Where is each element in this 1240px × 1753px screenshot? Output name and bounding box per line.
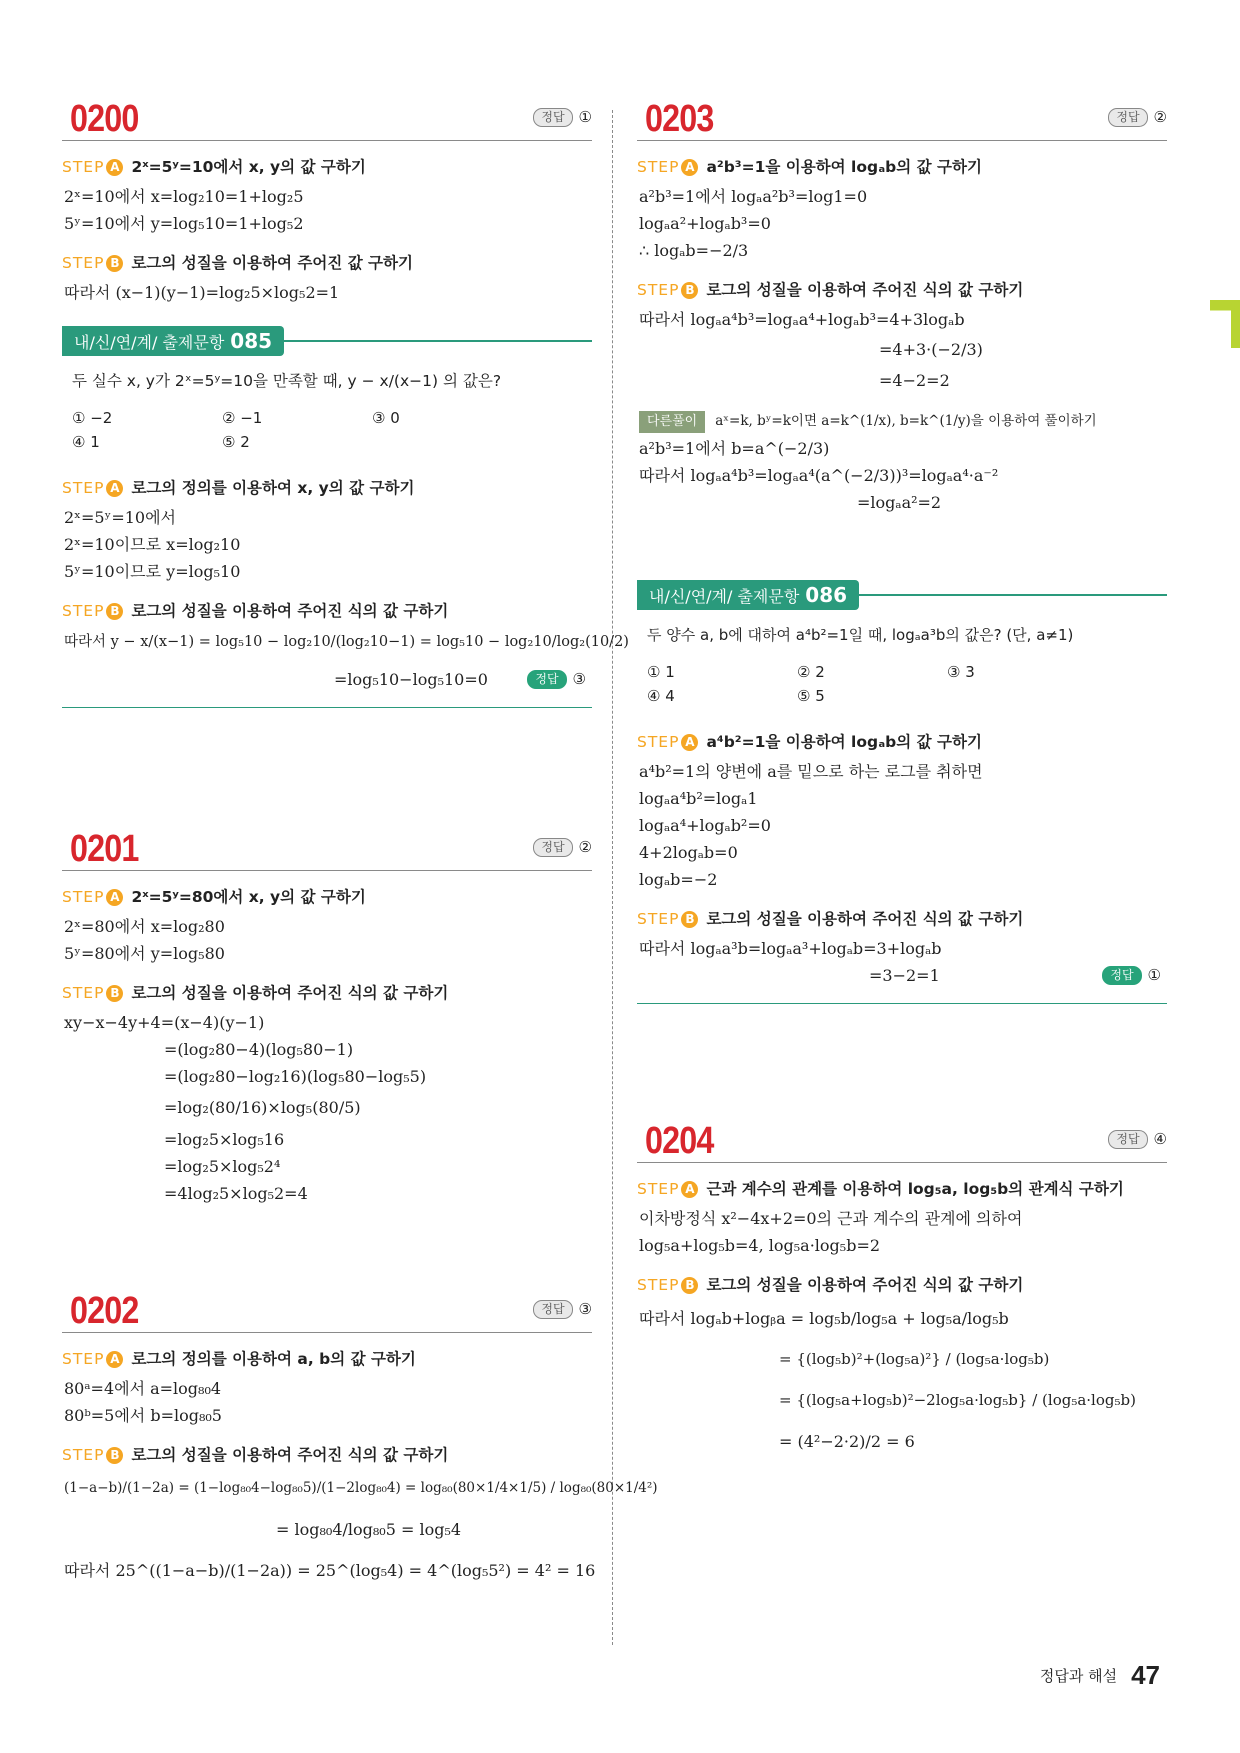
problem-header: 0204 정답 ④	[637, 1120, 1167, 1163]
problem-0203	[637, 98, 1167, 1004]
solution-line: =(log₂80−log₂16)(log₅80−log₅5)	[164, 1067, 427, 1086]
choices	[647, 660, 1167, 708]
related-problem-banner: 내/신/연/계/ 출제문항 086	[637, 580, 1167, 614]
solution-line: =3−2=1 정답 ①	[869, 966, 1161, 985]
solution-line: =log₂5×log₅16	[164, 1130, 285, 1149]
step-a: STEP A a⁴b²=1을 이용하여 logₐb의 값 구하기	[637, 733, 982, 751]
step-a: STEP A 로그의 정의를 이용하여 a, b의 값 구하기	[62, 1350, 416, 1368]
solution-line: 2ˣ=80에서 x=log₂80	[64, 917, 225, 936]
solution-line: 따라서 25^((1−a−b)/(1−2a)) = 25^(log₅4) = 4^(log₅5²) = 4² = 16	[64, 1561, 596, 1580]
problem-number: 0203	[645, 98, 714, 140]
solution-line: =log₅10−log₅10=0 정답 ③	[334, 670, 586, 689]
answer-value: ①	[578, 108, 592, 126]
choice: ③ 3	[947, 663, 975, 681]
problem-header	[62, 98, 592, 141]
step-a: STEP A 2ˣ=5ʸ=10에서 x, y의 값 구하기	[62, 158, 366, 176]
problem-header: 0203 정답 ②	[637, 98, 1167, 141]
choice: ③ 0	[372, 409, 400, 427]
answer-value: ②	[1153, 108, 1167, 126]
solution-line: 80ᵇ=5에서 b=log₈₀5	[64, 1406, 222, 1425]
solution-line: =log₂5×log₅2⁴	[164, 1157, 281, 1176]
step-a-title: 2ˣ=5ʸ=10에서 x, y의 값 구하기	[131, 158, 366, 176]
solution-line: xy−x−4y+4=(x−4)(y−1)	[64, 1013, 265, 1032]
choice: ① −2	[72, 409, 113, 427]
choice: ⑤ 5	[797, 687, 825, 705]
solution-line: 80ᵃ=4에서 a=log₈₀4	[64, 1379, 222, 1398]
solution-line: ∴ logₐb=−2/3	[639, 241, 749, 260]
step-b-badge: B	[106, 255, 123, 272]
question-text: 두 양수 a, b에 대하여 a⁴b²=1일 때, logₐa³b의 값은? (단, a≠1)	[647, 626, 1074, 644]
solution-line: a⁴b²=1의 양변에 a를 밑으로 하는 로그를 취하면	[639, 762, 983, 781]
solution-line: logₐb=−2	[639, 870, 718, 889]
step-a-badge: A	[106, 159, 123, 176]
step-a: STEP A 로그의 정의를 이용하여 x, y의 값 구하기	[62, 479, 415, 497]
step-b: STEP B 로그의 성질을 이용하여 주어진 식의 값 구하기	[62, 1446, 449, 1464]
page-footer	[1040, 1660, 1160, 1691]
problem-0202	[62, 1290, 658, 1584]
footer-label: 정답과 해설	[1039, 1667, 1118, 1685]
step-a-title: 로그의 정의를 이용하여 x, y의 값 구하기	[131, 479, 415, 497]
banner-number: 085	[230, 329, 273, 353]
solution-line: =log₂(80/16)×log₅(80/5)	[164, 1098, 361, 1117]
choice: ④ 1	[72, 433, 100, 451]
answer	[533, 108, 592, 127]
problem-header: 0201 정답 ②	[62, 828, 592, 871]
solution-line: = {(log₅b)²+(log₅a)²} / (log₅a·log₅b)	[779, 1350, 1050, 1368]
choice: ② 2	[797, 663, 825, 681]
solution-line: 따라서 logₐb+logᵦa = log₅b/log₅a + log₅a/log₅b	[639, 1309, 1009, 1328]
page-number: 47	[1131, 1660, 1160, 1690]
solution-line: 5ʸ=10이므로 y=log₅10	[64, 562, 241, 581]
solution-line: 이차방정식 x²−4x+2=0의 근과 계수의 관계에 의하여	[639, 1209, 1023, 1228]
solution-line: 4+2logₐb=0	[639, 843, 738, 862]
solution-line: a²b³=1에서 logₐa²b³=log1=0	[639, 187, 868, 206]
problem-number: 0204	[645, 1120, 714, 1162]
solution-line: 5ʸ=10에서 y=log₅10=1+log₅2	[64, 214, 304, 233]
question-text: 두 실수 x, y가 2ˣ=5ʸ=10을 만족할 때, y − x/(x−1) 의 값은?	[72, 372, 502, 390]
solution-line: =logₐa²=2	[857, 493, 942, 512]
solution-line: 5ʸ=80에서 y=log₅80	[64, 944, 225, 963]
column-divider	[612, 110, 613, 1645]
choice: ⑤ 2	[222, 433, 250, 451]
problem-number: 0201	[70, 828, 139, 870]
step-b: STEP B 로그의 성질을 이용하여 주어진 식의 값 구하기	[637, 281, 1024, 299]
related-problem-banner	[62, 326, 592, 360]
step-b: STEP B 로그의 성질을 이용하여 주어진 식의 값 구하기	[62, 602, 449, 620]
answer-value: ③	[578, 1300, 592, 1318]
step-b-title: 로그의 성질을 이용하여 주어진 식의 값 구하기	[131, 602, 449, 620]
banner-label: 내/신/연/계/ 출제문항	[74, 333, 225, 352]
solution-line: = log₈₀4/log₈₀5 = log₅4	[276, 1520, 462, 1539]
step-b: STEP B 로그의 성질을 이용하여 주어진 식의 값 구하기	[62, 984, 449, 1002]
step-b: STEP B 로그의 성질을 이용하여 주어진 식의 값 구하기	[637, 1276, 1024, 1294]
solution-line: logₐa⁴+logₐb²=0	[639, 816, 771, 835]
choices	[72, 406, 592, 454]
solution-line: = (4²−2·2)/2 = 6	[779, 1432, 915, 1451]
step-b: STEP B 로그의 성질을 이용하여 주어진 식의 값 구하기	[637, 910, 1024, 928]
step-b: STEP B 로그의 성질을 이용하여 주어진 값 구하기	[62, 254, 413, 272]
answer-value: ④	[1153, 1130, 1167, 1148]
answer-badge: 정답	[533, 108, 572, 127]
problem-0204	[637, 1120, 1167, 1455]
step-b-title: 로그의 성질을 이용하여 주어진 값 구하기	[131, 254, 413, 272]
solution-line: 따라서 logₐa⁴b³=logₐa⁴+logₐb³=4+3logₐb	[639, 310, 965, 329]
solution-line: =4−2=2	[879, 371, 950, 390]
solution-line: log₅a+log₅b=4, log₅a·log₅b=2	[639, 1236, 881, 1255]
solution-line: 2ˣ=10에서 x=log₂10=1+log₂5	[64, 187, 304, 206]
solution-line: =4log₂5×log₅2=4	[164, 1184, 308, 1203]
solution-line: 따라서 logₐa⁴b³=logₐa⁴(a^(−2/3))³=logₐa⁴·a⁻²	[639, 466, 999, 485]
solution-line: 따라서 (x−1)(y−1)=log₂5×log₅2=1	[64, 283, 340, 302]
solution-line: =4+3·(−2/3)	[879, 340, 983, 359]
problem-0200	[62, 98, 629, 708]
problem-number: 0202	[70, 1290, 139, 1332]
choice: ④ 4	[647, 687, 675, 705]
section-tab	[1210, 300, 1240, 348]
solution-line: (1−a−b)/(1−2a) = (1−log₈₀4−log₈₀5)/(1−2log₈₀4) = log₈₀(80×1/4×1/5) / log₈₀(80×1/4²)	[64, 1480, 658, 1496]
solution-line: 따라서 y − x/(x−1) = log₅10 − log₂10/(log₂10−1) = log₅10 − log₂10/log₂(10/2)	[64, 634, 629, 650]
problem-number: 0200	[70, 98, 139, 140]
choice: ② −1	[222, 409, 263, 427]
choice: ① 1	[647, 663, 675, 681]
step-a: STEP A a²b³=1을 이용하여 logₐb의 값 구하기	[637, 158, 982, 176]
answer-value: ②	[578, 838, 592, 856]
step-a: STEP A 근과 계수의 관계를 이용하여 log₅a, log₅b의 관계식 구하기	[637, 1180, 1124, 1198]
solution-line: 2ˣ=5ʸ=10에서	[64, 508, 176, 527]
solution-line: 따라서 logₐa³b=logₐa³+logₐb=3+logₐb	[639, 939, 942, 958]
solution-line: logₐa²+logₐb³=0	[639, 214, 771, 233]
problem-0201	[62, 828, 592, 1207]
problem-header: 0202 정답 ③	[62, 1290, 592, 1333]
solution-line: =(log₂80−4)(log₅80−1)	[164, 1040, 354, 1059]
alt-solution-head: 다른풀이 aˣ=k, bʸ=k이면 a=k^(1/x), b=k^(1/y)을 이용하여 풀이하기	[639, 408, 1167, 435]
step-a: STEP A 2ˣ=5ʸ=80에서 x, y의 값 구하기	[62, 888, 366, 906]
solution-line: a²b³=1에서 b=a^(−2/3)	[639, 439, 830, 458]
alt-label: 다른풀이	[639, 411, 705, 433]
solution-line: logₐa⁴b²=logₐ1	[639, 789, 758, 808]
solution-line: 2ˣ=10이므로 x=log₂10	[64, 535, 241, 554]
solution-line: = {(log₅a+log₅b)²−2log₅a·log₅b} / (log₅a·log₅b)	[779, 1391, 1136, 1409]
